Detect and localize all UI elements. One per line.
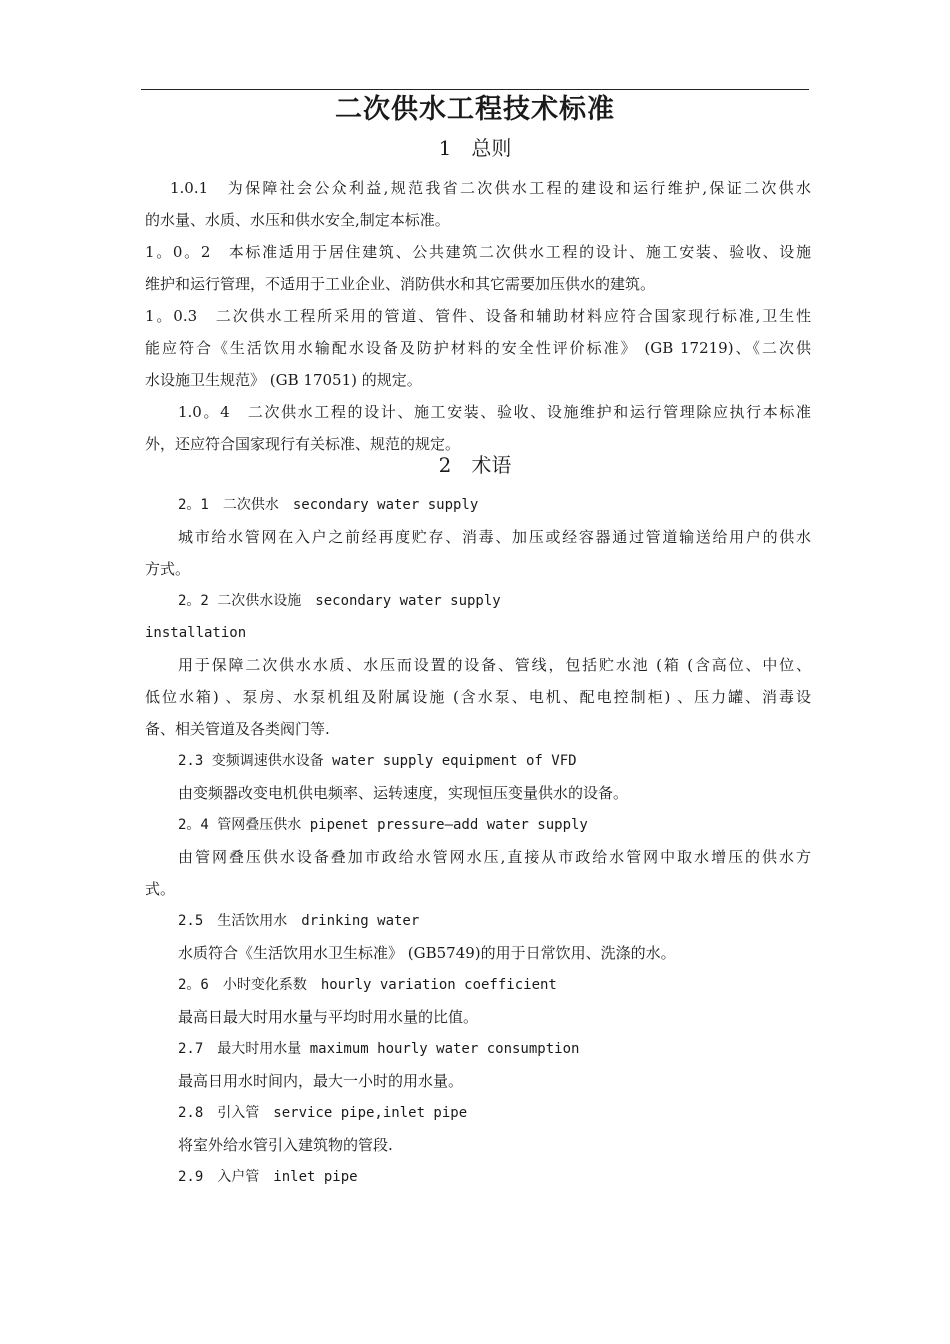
term-2-6: 2。6 小时变化系数 hourly variation coefficient bbox=[178, 977, 557, 993]
term-2-3: 2.3 变频调速供水设备 water supply equipment of VFD bbox=[178, 753, 577, 769]
term-2-6-def-line1: 最高日最大时用水量与平均时用水量的比值。 bbox=[178, 1008, 479, 1026]
section-heading-general: 1 总则 bbox=[438, 136, 512, 160]
clause-1-0-2-line1: 1。0。2 本标准适用于居住建筑、公共建筑二次供水工程的设计、施工安装、验收、设施 bbox=[145, 243, 811, 261]
term-2-1-def-line2: 方式。 bbox=[145, 560, 191, 578]
top-rule bbox=[141, 89, 809, 90]
clause-1-0-1-line2: 的水量、水质、水压和供水安全,制定本标准。 bbox=[145, 211, 450, 229]
clause-1-0-2-line2: 维护和运行管理，不适用于工业企业、消防供水和其它需要加压供水的建筑。 bbox=[145, 275, 656, 293]
term-2-4-def-line1: 由管网叠压供水设备叠加市政给水管网水压,直接从市政给水管网中取水增压的供水方 bbox=[178, 848, 811, 866]
term-2-8: 2.8 引入管 service pipe,inlet pipe bbox=[178, 1105, 468, 1121]
term-2-1-def-line1: 城市给水管网在入户之前经再度贮存、消毒、加压或经容器通过管道输送给用户的供水 bbox=[178, 528, 811, 546]
term-2-2-cont: installation bbox=[145, 625, 247, 641]
document-title: 二次供水工程技术标准 bbox=[335, 94, 615, 125]
term-2-5: 2.5 生活饮用水 drinking water bbox=[178, 913, 420, 929]
clause-1-0-3-line3: 水设施卫生规范》 (GB 17051) 的规定。 bbox=[145, 371, 422, 389]
term-2-3-def-line1: 由变频器改变电机供电频率、运转速度，实现恒压变量供水的设备。 bbox=[178, 784, 629, 802]
term-2-2-def-line1: 用于保障二次供水水质、水压而设置的设备、管线，包括贮水池 (箱 (含高位、中位、 bbox=[178, 656, 811, 674]
term-2-4-def-line2: 式。 bbox=[145, 880, 176, 898]
term-2-2-def-line3: 备、相关管道及各类阀门等. bbox=[145, 720, 330, 738]
term-2-4: 2。4 管网叠压供水 pipenet pressure—add water supply bbox=[178, 817, 588, 833]
clause-1-0-4-line2: 外，还应符合国家现行有关标准、规范的规定。 bbox=[145, 435, 461, 453]
clause-1-0-4-line1: 1.0。4 二次供水工程的设计、施工安装、验收、设施维护和运行管理除应执行本标准 bbox=[178, 403, 811, 421]
clause-1-0-1-line1: 1.0.1 为保障社会公众利益,规范我省二次供水工程的建设和运行维护,保证二次供水 bbox=[170, 179, 811, 197]
term-2-8-def-line1: 将室外给水管引入建筑物的管段. bbox=[178, 1136, 393, 1154]
term-2-5-def-line1: 水质符合《生活饮用水卫生标准》 (GB5749)的用于日常饮用、洗涤的水。 bbox=[178, 944, 676, 962]
clause-1-0-3-line1: 1。0.3 二次供水工程所采用的管道、管件、设备和辅助材料应符合国家现行标准,卫生性 bbox=[145, 307, 811, 325]
section-heading-terms: 2 术语 bbox=[438, 453, 512, 477]
term-2-1: 2。1 二次供水 secondary water supply bbox=[178, 497, 479, 513]
term-2-2-def-line2: 低位水箱) 、泵房、水泵机组及附属设施 (含水泵、电机、配电控制柜) 、压力罐、消毒设 bbox=[145, 688, 811, 706]
term-2-9: 2.9 入户管 inlet pipe bbox=[178, 1169, 358, 1185]
clause-1-0-3-line2: 能应符合《生活饮用水输配水设备及防护材料的安全性评价标准》 (GB 17219)、《二次供 bbox=[145, 339, 811, 357]
term-2-7: 2.7 最大时用水量 maximum hourly water consumption bbox=[178, 1041, 580, 1057]
term-2-2: 2。2 二次供水设施 secondary water supply bbox=[178, 593, 501, 609]
term-2-7-def-line1: 最高日用水时间内，最大一小时的用水量。 bbox=[178, 1072, 464, 1090]
